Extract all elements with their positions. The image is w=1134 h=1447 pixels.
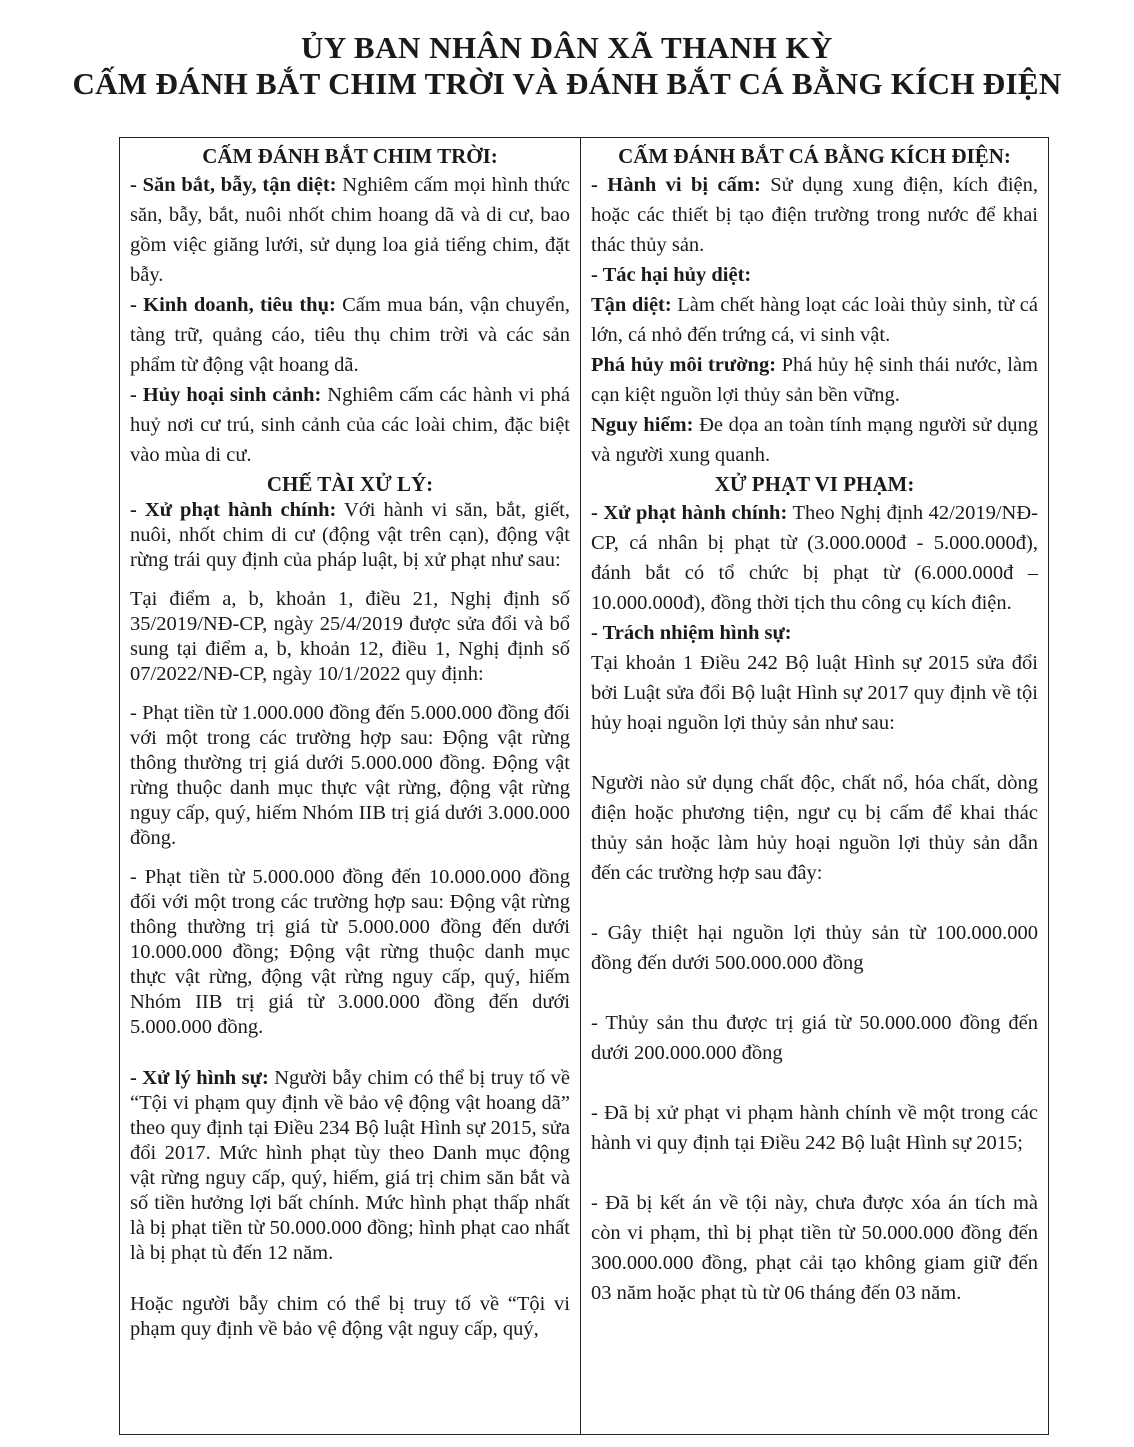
right-criminal-title bbox=[591, 618, 1038, 648]
right-harm-environment bbox=[591, 350, 1038, 410]
left-sanctions-title: CHẾ TÀI XỬ LÝ: bbox=[266, 472, 434, 496]
left-item-label: - Kinh doanh, tiêu thụ: bbox=[130, 294, 336, 316]
right-banned-text: Sử dụng xung điện, kích điện, hoặc các thiết bị tạo điện trường trong nước để khai thác thủy sản. bbox=[591, 174, 1038, 256]
right-admin-label: - Xử phạt hành chính: bbox=[591, 502, 788, 524]
right-case-1: - Gây thiệt hại nguồn lợi thủy sản từ 100.000.000 đồng đến dưới 500.000.000 đồng bbox=[591, 922, 1038, 974]
left-item-text: Nghiêm cấm các hành vi phá huỷ nơi cư trú, sinh cảnh của các loài chim, đặc biệt vào mùa di cư. bbox=[130, 384, 570, 466]
left-item-hunting bbox=[130, 170, 570, 290]
right-admin-penalty bbox=[591, 498, 1038, 618]
left-criminal-text: Người bẫy chim có thể bị truy tố về “Tội vi phạm quy định về bảo vệ động vật hoang dã” theo quy định tại Điều 234 Bộ luật Hình sự 2015, sửa đổi 2017. Mức hình phạt tùy theo Danh mục động vật rừng nguy cấp, quý, hiếm, giá trị chim săn bắt và số tiền hưởng lợi bất chính. Mức hình phạt thấp nhất là bị phạt tiền từ 50.000.000 đồng; hình phạt cao nhất là bị phạt tù đến 12 năm. bbox=[130, 1067, 570, 1264]
right-section-title: CẤM ĐÁNH BẮT CÁ BẰNG KÍCH ĐIỆN: bbox=[618, 144, 1011, 168]
right-law-reference: Tại khoản 1 Điều 242 Bộ luật Hình sự 2015 sửa đổi bởi Luật sửa đổi Bộ luật Hình sự 2017 quy định về tội hủy hoại nguồn lợi thủy sản như sau: bbox=[591, 652, 1038, 734]
agency-title: ỦY BAN NHÂN DÂN XÃ THANH KỲ bbox=[301, 30, 833, 65]
right-criminal-label: - Trách nhiệm hình sự: bbox=[591, 622, 792, 644]
left-admin-label: - Xử phạt hành chính: bbox=[130, 499, 337, 521]
right-admin-text: Theo Nghị định 42/2019/NĐ-CP, cá nhân bị phạt từ (3.000.000đ - 5.000.000đ), đánh bắt có tổ chức bị phạt từ (6.000.000đ – 10.000.000đ), đồng thời tịch thu công cụ kích điện. bbox=[591, 502, 1038, 614]
left-item-text: Cấm mua bán, vận chuyển, tàng trữ, quảng cáo, tiêu thụ chim trời và các sản phẩm từ động vật hoang dã. bbox=[130, 294, 570, 376]
right-banned-behavior bbox=[591, 170, 1038, 260]
right-harm-extinction bbox=[591, 290, 1038, 350]
right-case-4: - Đã bị kết án về tội này, chưa được xóa án tích mà còn vi phạm, thì bị phạt tiền từ 50.000.000 đồng đến 300.000.000 đồng, phạt cải tạo không giam giữ đến 03 năm hoặc phạt tù từ 06 tháng đến 03 năm. bbox=[591, 1192, 1038, 1304]
right-banned-label: - Hành vi bị cấm: bbox=[591, 174, 761, 196]
left-fine-level-1: - Phạt tiền từ 1.000.000 đồng đến 5.000.000 đồng đối với một trong các trường hợp sau: Động vật rừng thông thường trị giá dưới 5.000.000 đồng. Động vật rừng thuộc danh mục thực vật rừng, động vật rừng nguy cấp, quý, hiếm Nhóm IIB trị giá dưới 3.000.000 đồng. bbox=[130, 702, 570, 849]
right-harm-item-text: Làm chết hàng loạt các loài thủy sinh, từ cá lớn, cá nhỏ đến trứng cá, vi sinh vật. bbox=[591, 294, 1038, 346]
document-header bbox=[0, 0, 1134, 102]
right-case-2: - Thủy sản thu được trị giá từ 50.000.000 đồng đến dưới 200.000.000 đồng bbox=[591, 1012, 1038, 1064]
right-column bbox=[581, 138, 1048, 1434]
right-harm-danger bbox=[591, 410, 1038, 470]
left-criminal-label: - Xử lý hình sự: bbox=[130, 1067, 269, 1089]
left-item-trading bbox=[130, 290, 570, 380]
right-penalties-title: XỬ PHẠT VI PHẠM: bbox=[714, 472, 915, 496]
left-admin-text: Với hành vi săn, bắt, giết, nuôi, nhốt chim di cư (động vật trên cạn), động vật rừng trái quy định của pháp luật, bị xử phạt như sau: bbox=[130, 499, 570, 571]
left-item-label: - Săn bắt, bẫy, tận diệt: bbox=[130, 174, 337, 196]
right-offender-description: Người nào sử dụng chất độc, chất nổ, hóa chất, dòng điện hoặc phương tiện, ngư cụ bị cấm để khai thác thủy sản hoặc làm hủy hoại nguồn lợi thủy sản dẫn đến các trường hợp sau đây: bbox=[591, 772, 1038, 884]
right-harm-label: - Tác hại hủy diệt: bbox=[591, 264, 752, 286]
left-item-habitat bbox=[130, 380, 570, 470]
document-title: CẤM ĐÁNH BẮT CHIM TRỜI VÀ ĐÁNH BẮT CÁ BẰNG KÍCH ĐIỆN bbox=[72, 66, 1062, 101]
right-harm-title bbox=[591, 260, 1038, 290]
left-section-title: CẤM ĐÁNH BẮT CHIM TRỜI: bbox=[202, 144, 498, 168]
right-harm-item-label: Phá hủy môi trường: bbox=[591, 354, 777, 376]
right-harm-item-text: Phá hủy hệ sinh thái nước, làm cạn kiệt nguồn lợi thủy sản bền vững. bbox=[591, 354, 1038, 406]
left-item-label: - Hủy hoại sinh cảnh: bbox=[130, 384, 322, 406]
right-harm-item-text: Đe dọa an toàn tính mạng người sử dụng và người xung quanh. bbox=[591, 414, 1038, 466]
right-harm-item-label: Nguy hiểm: bbox=[591, 414, 694, 436]
left-legal-basis: Tại điểm a, b, khoản 1, điều 21, Nghị định số 35/2019/NĐ-CP, ngày 25/4/2019 được sửa đổi và bổ sung tại điểm a, b, khoản 12, điều 1, Nghị định số 07/2022/NĐ-CP, ngày 10/1/2022 quy định: bbox=[130, 588, 570, 685]
left-admin-penalty bbox=[130, 498, 570, 573]
left-item-text: Nghiêm cấm mọi hình thức săn, bẫy, bắt, nuôi nhốt chim hoang dã và di cư, bao gồm việc giăng lưới, sử dụng loa giả tiếng chim, đặt bẫy. bbox=[130, 174, 570, 286]
right-case-3: - Đã bị xử phạt vi phạm hành chính về một trong các hành vi quy định tại Điều 242 Bộ luật Hình sự 2015; bbox=[591, 1102, 1038, 1154]
left-fine-level-2: - Phạt tiền từ 5.000.000 đồng đến 10.000.000 đồng đối với một trong các trường hợp sau: Động vật rừng thông thường trị giá từ 5.000.000 đồng đến dưới 10.000.000 đồng; Động vật rừng thuộc danh mục thực vật rừng, động vật rừng nguy cấp, quý, hiếm Nhóm IIB trị giá từ 3.000.000 đồng đến dưới 5.000.000 đồng. bbox=[130, 866, 570, 1038]
content-table bbox=[119, 137, 1049, 1435]
left-criminal-handling bbox=[130, 1066, 570, 1266]
left-column bbox=[120, 138, 581, 1434]
left-last-paragraph: Hoặc người bẫy chim có thể bị truy tố về “Tội vi phạm quy định về bảo vệ động vật nguy cấp, quý, bbox=[130, 1293, 570, 1340]
right-harm-item-label: Tận diệt: bbox=[591, 294, 672, 316]
